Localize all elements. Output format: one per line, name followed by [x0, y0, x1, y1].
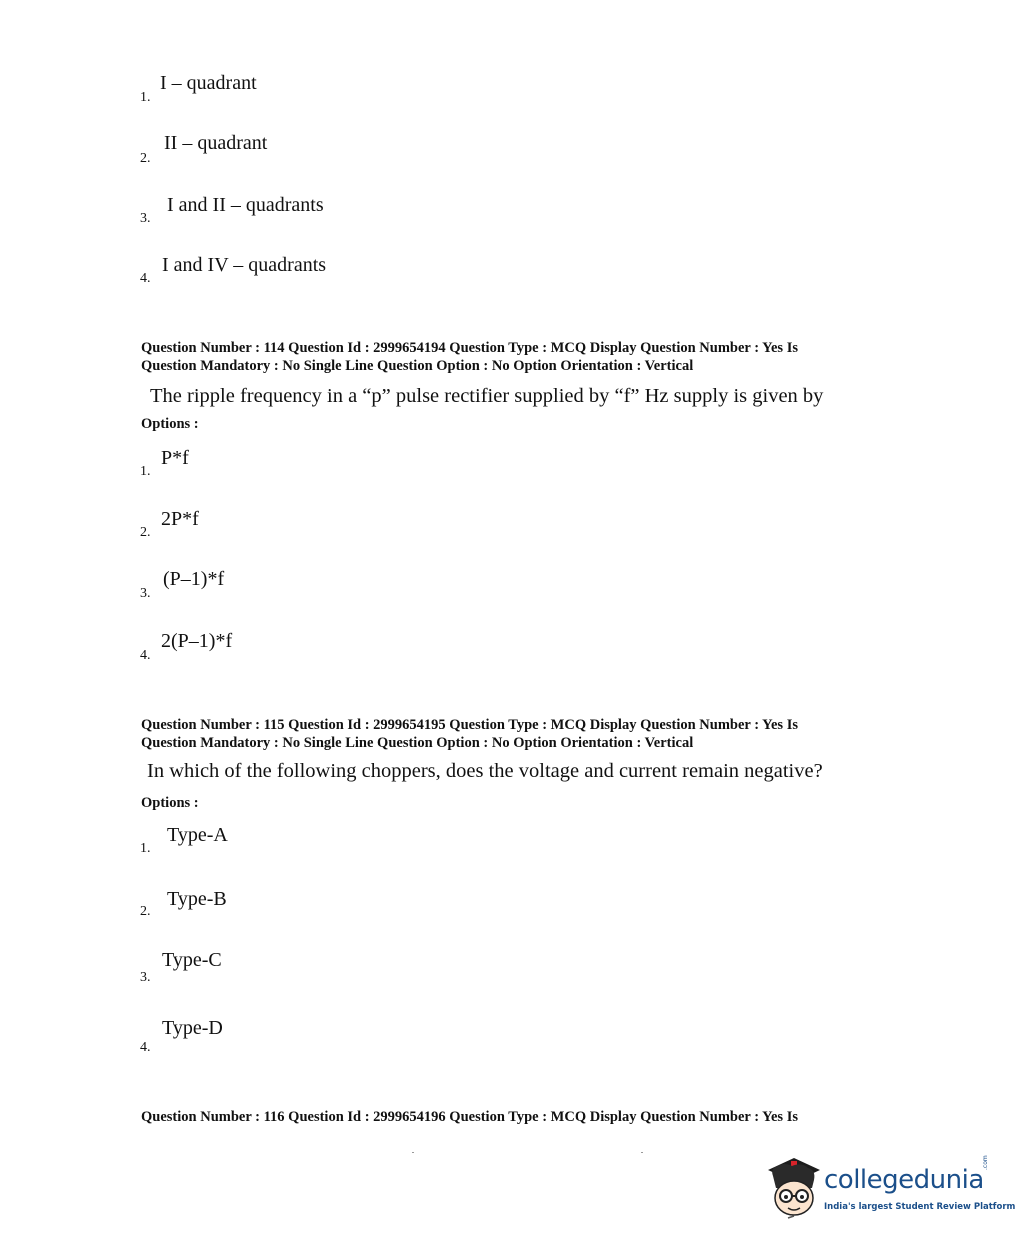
- option-text: 2(P–1)*f: [161, 630, 233, 652]
- option-number: 1.: [140, 90, 151, 105]
- option-number: 2.: [140, 525, 151, 540]
- option-number: 3.: [140, 211, 151, 226]
- option-text: P*f: [161, 447, 189, 469]
- option-number: 1.: [140, 841, 151, 856]
- question-114-text: The ripple frequency in a “p” pulse rectifier supplied by “f” Hz supply is given by: [150, 385, 824, 407]
- question-114-options-label: Options :: [141, 416, 199, 432]
- brand-tagline: India's largest Student Review Platform: [824, 1202, 1016, 1212]
- option-number: 3.: [140, 970, 151, 985]
- option-text: II – quadrant: [164, 132, 268, 154]
- meta-line-2: Question Mandatory : No Single Line Question Option : No Option Orientation : Vertical: [141, 735, 694, 751]
- option-text: 2P*f: [161, 508, 199, 530]
- option-number: 2.: [140, 151, 151, 166]
- meta-line-1: Question Number : 116 Question Id : 2999654196 Question Type : MCQ Display Question Number : Yes Is: [141, 1109, 798, 1125]
- meta-line-2: Question Mandatory : No Single Line Question Option : No Option Orientation : Vertical: [141, 358, 694, 374]
- scan-speck: [412, 1152, 414, 1153]
- brand-name: collegedunia: [824, 1165, 984, 1195]
- option-number: 3.: [140, 586, 151, 601]
- option-text: Type-A: [167, 824, 228, 846]
- question-115-meta: [141, 716, 901, 752]
- question-114-meta: [141, 339, 901, 375]
- question-116-meta: [141, 1108, 901, 1126]
- meta-line-1: Question Number : 115 Question Id : 2999654195 Question Type : MCQ Display Question Number : Yes Is: [141, 717, 798, 733]
- scan-speck: [641, 1152, 643, 1153]
- option-number: 1.: [140, 464, 151, 479]
- question-115-text: In which of the following choppers, does the voltage and current remain negative?: [147, 760, 823, 782]
- option-number: 4.: [140, 1040, 151, 1055]
- option-text: Type-D: [162, 1017, 223, 1039]
- option-number: 4.: [140, 271, 151, 286]
- meta-line-1: Question Number : 114 Question Id : 2999654194 Question Type : MCQ Display Question Number : Yes Is: [141, 340, 798, 356]
- option-text: I – quadrant: [160, 72, 257, 94]
- option-text: (P–1)*f: [163, 568, 225, 590]
- brand-domain: .com: [982, 1155, 989, 1170]
- option-text: Type-B: [167, 888, 227, 910]
- collegedunia-watermark: [764, 1152, 1016, 1222]
- option-number: 2.: [140, 904, 151, 919]
- option-number: 4.: [140, 648, 151, 663]
- question-115-options-label: Options :: [141, 795, 199, 811]
- option-text: I and II – quadrants: [167, 194, 324, 216]
- option-text: I and IV – quadrants: [162, 254, 327, 276]
- mascot-icon: [764, 1152, 824, 1222]
- option-text: Type-C: [162, 949, 222, 971]
